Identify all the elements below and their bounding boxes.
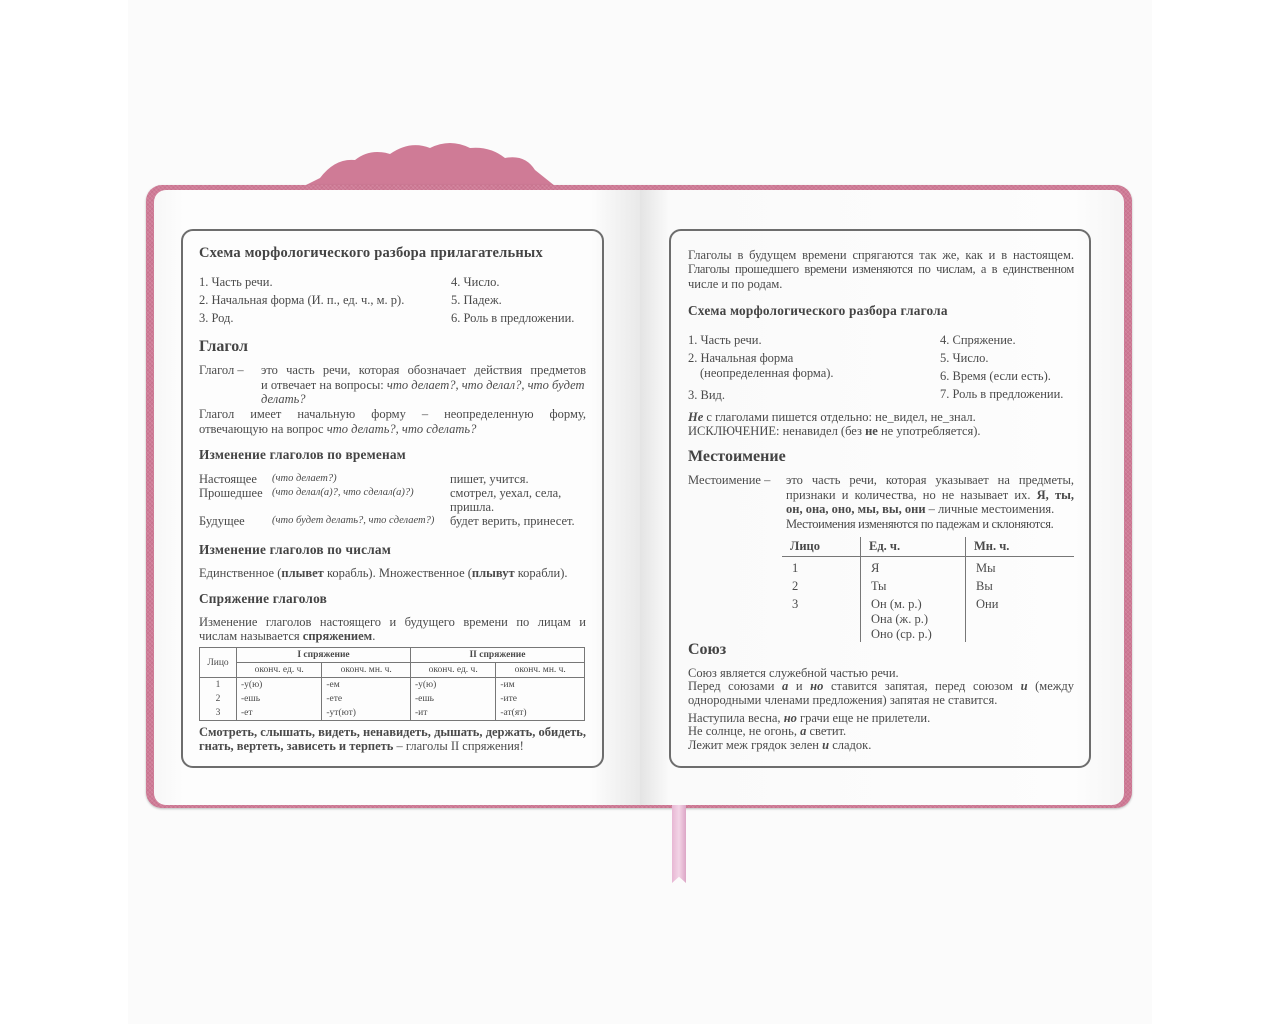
table-cell: Он (м. р.) Она (ж. р.) Оно (ср. р.) xyxy=(861,594,966,642)
table-cell: -ешь xyxy=(237,692,322,706)
tense-question: (что будет делать?, что сделает?) xyxy=(272,515,435,526)
verb-title: Глагол xyxy=(199,338,248,355)
table-row xyxy=(782,594,1074,642)
pronoun-term: Местоимение – xyxy=(688,473,771,487)
verb-scheme-item: 2. Начальная форма xyxy=(688,351,794,365)
intro-line: Глаголы в будущем времени спрягаются так же, как и в настоящем. xyxy=(688,248,1074,262)
table-row xyxy=(200,678,585,693)
table-cell: 1 xyxy=(792,561,799,575)
verb-def-line: это часть речи, которая обозначает действия предметов xyxy=(261,363,586,377)
table-header: Лицо xyxy=(782,537,861,557)
conjugation-title: Спряжение глаголов xyxy=(199,591,327,606)
table-cell: 3 xyxy=(200,706,237,721)
tense-example: смотрел, уехал, села, xyxy=(450,486,562,500)
table-cell: Вы xyxy=(966,576,1075,594)
union-example: Лежит меж грядок зелен и сладок. xyxy=(688,738,872,752)
verb-scheme-item: (неопределенная форма). xyxy=(700,366,834,380)
table-row xyxy=(200,692,585,706)
table-subheader: оконч. мн. ч. xyxy=(496,663,585,678)
verb-def-line: и отвечает на вопросы: что делает?, что делал?, что будет xyxy=(261,378,585,392)
adj-item: 1. Часть речи. xyxy=(199,275,273,289)
table-cell: Они xyxy=(966,594,1075,642)
union-text: однородными членами предложения) запятая не ставится. xyxy=(688,693,998,707)
tense-example: пишет, учится. xyxy=(450,472,529,486)
tense-question: (что делал(а)?, что сделал(а)?) xyxy=(272,487,414,498)
table-header: Лицо xyxy=(200,648,237,678)
ne-rule-line: ИСКЛЮЧЕНИЕ: ненавидел (без не не употребляется). xyxy=(688,424,981,438)
bookmark-ribbon xyxy=(672,805,686,883)
pronoun-def-line: он, она, оно, мы, вы, они – личные местоимения. xyxy=(786,502,1055,516)
conjugation-note: гнать, вертеть, зависеть и терпеть – глаголы II спряжения! xyxy=(199,739,524,753)
table-row xyxy=(200,706,585,721)
verb-def-term: Глагол – xyxy=(199,363,244,377)
numbers-text: Единственное (плывет корабль). Множественное (плывут корабли). xyxy=(199,566,568,580)
tenses-title: Изменение глаголов по временам xyxy=(199,447,406,462)
verb-scheme-item: 7. Роль в предложении. xyxy=(940,387,1064,401)
table-cell: 1 xyxy=(200,678,237,693)
intro-line: Глаголы прошедшего времени изменяются по числам, а в единственном xyxy=(688,262,1074,276)
tense-name: Будущее xyxy=(199,514,245,528)
pronoun-def-line: признаки и количества, но не называет их. Я, ты, xyxy=(786,488,1074,502)
table-header: Мн. ч. xyxy=(966,537,1075,557)
table-cell: -ем xyxy=(322,678,411,693)
table-row xyxy=(782,557,1074,577)
table-header: Ед. ч. xyxy=(861,537,966,557)
table-cell: -у(ю) xyxy=(237,678,322,693)
table-cell: -ите xyxy=(496,692,585,706)
conjugation-text: Изменение глаголов настоящего и будущего времени по лицам и xyxy=(199,615,586,629)
verb-scheme-title: Схема морфологического разбора глагола xyxy=(688,303,948,318)
table-cell: -у(ю) xyxy=(410,678,495,693)
verb-scheme-item: 3. Вид. xyxy=(688,388,726,402)
union-text: Союз является служебной частью речи. xyxy=(688,666,899,680)
conjugation-note: Смотреть, слышать, видеть, ненавидеть, дышать, держать, обидеть, xyxy=(199,725,586,739)
table-cell: -ет xyxy=(237,706,322,721)
adj-item: 3. Род. xyxy=(199,311,234,325)
table-cell: Ты xyxy=(861,576,966,594)
verb-initial-line: Глагол имеет начальную форму – неопределенную форму, xyxy=(199,407,586,421)
table-cell: -ат(ят) xyxy=(496,706,585,721)
tense-example: пришла. xyxy=(450,500,495,514)
table-cell: 2 xyxy=(200,692,237,706)
adj-scheme-title: Схема морфологического разбора прилагательных xyxy=(199,245,543,261)
adj-item: 2. Начальная форма (И. п., ед. ч., м. р). xyxy=(199,293,405,307)
table-cell: -ешь xyxy=(410,692,495,706)
table-cell: -ете xyxy=(322,692,411,706)
numbers-title: Изменение глаголов по числам xyxy=(199,542,391,557)
table-cell: Я xyxy=(861,557,966,577)
verb-def-line: делать? xyxy=(261,392,306,406)
table-cell: 2 xyxy=(792,579,799,593)
pronoun-title: Местоимение xyxy=(688,448,786,465)
tense-question: (что делает?) xyxy=(272,473,337,484)
adj-item: 5. Падеж. xyxy=(451,293,502,307)
pronoun-table xyxy=(782,537,1074,642)
intro-line: числе и по родам. xyxy=(688,277,783,291)
verb-scheme-item: 4. Спряжение. xyxy=(940,333,1016,347)
ne-rule-line: Не с глаголами пишется отдельно: не_видел, не_знал. xyxy=(688,410,976,424)
verb-scheme-item: 6. Время (если есть). xyxy=(940,369,1051,383)
union-title: Союз xyxy=(688,641,727,658)
tense-name: Прошедшее xyxy=(199,486,263,500)
table-cell: -ит xyxy=(410,706,495,721)
table-subheader: оконч. ед. ч. xyxy=(237,663,322,678)
table-subheader: оконч. мн. ч. xyxy=(322,663,411,678)
table-cell: 3 xyxy=(792,597,799,611)
verb-scheme-item: 5. Число. xyxy=(940,351,989,365)
conjugation-table xyxy=(199,647,585,721)
union-example: Не солнце, не огонь, а светит. xyxy=(688,724,847,738)
adj-item: 6. Роль в предложении. xyxy=(451,311,575,325)
union-text: Перед союзами а и но ставится запятая, перед союзом и (между xyxy=(688,679,1074,693)
pronoun-def-line: Местоимения изменяются по падежам и склоняются. xyxy=(786,517,1054,531)
pronoun-def-line: это часть речи, которая указывает на предметы, xyxy=(786,473,1074,487)
verb-scheme-item: 1. Часть речи. xyxy=(688,333,762,347)
table-row xyxy=(782,576,1074,594)
adj-item: 4. Число. xyxy=(451,275,500,289)
verb-initial-line: отвечающую на вопрос что делать?, что сделать? xyxy=(199,422,477,436)
tense-example: будет верить, принесет. xyxy=(450,514,575,528)
conjugation-text: числам называется спряжением. xyxy=(199,629,376,643)
table-cell: -им xyxy=(496,678,585,693)
table-header: I спряжение xyxy=(237,648,411,663)
union-example: Наступила весна, но грачи еще не прилетели. xyxy=(688,711,931,725)
table-header: II спряжение xyxy=(410,648,584,663)
table-subheader: оконч. ед. ч. xyxy=(410,663,495,678)
table-cell: Мы xyxy=(966,557,1075,577)
table-cell: -ут(ют) xyxy=(322,706,411,721)
tense-name: Настоящее xyxy=(199,472,257,486)
